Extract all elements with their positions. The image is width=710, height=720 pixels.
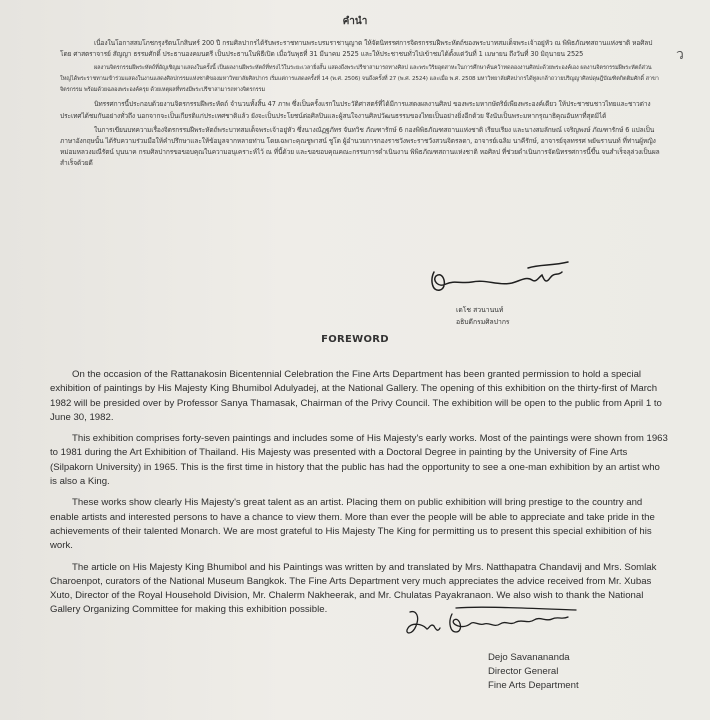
english-signer-block — [488, 651, 579, 693]
english-paragraph-1: On the occasion of the Rattanakosin Bicentennial Celebration the Fine Arts Department has been granted permission to hold a special exhibition of paintings by His Majesty King Bhumibol Adulyadej, at the National Gallery. The opening of this exhibition on the thirty-first of March 1982 will be presided over by Professor Sanya Thamasak, Chairman of the Privy Council. The exhibition will be open to the public from April 1 to June 30, 1982. — [50, 369, 662, 423]
thai-paragraph-1: เนื่องในโอกาสสมโภชกรุงรัตนโกสินทร์ 200 ปี กรมศิลปากรได้รับพระราชทานพระบรมราชานุญาต ให้จัดนิทรรศการจิตรกรรมฝีพระหัตถ์ของพระบาทสมเด็จพระเจ้าอยู่หัว ณ พิพิธภัณฑสถานแห่งชาติ หอศิลป โดย ศาสตราจารย์ สัญญา ธรรมศักดิ์ ประธานองคมนตรี เป็นประธานในพิธีเปิด เมื่อวันพุธที่ 31 มีนาคม 2525 และให้ประชาชนทั่วไปเข้าชมได้ตั้งแต่วันที่ 1 เมษายน ถึงวันที่ 30 มิถุนายน 2525 — [60, 39, 653, 59]
thai-text-block — [60, 38, 660, 173]
thai-signer-name: เดโช สวนานนท์ — [456, 306, 504, 314]
margin-handwritten-mark: ว — [676, 47, 684, 63]
foreword-title: FOREWORD — [321, 334, 389, 345]
english-paragraph-2: This exhibition comprises forty-seven paintings and includes some of His Majesty's early works. Most of the paintings were shown from 1963 to 1981 during the Art Exhibition of Thailand. His Majesty was presented with a Doctoral Degree in painting by the University of Fine Arts (Silpakorn University) in 1965. This is the first time in history that the public has had the opportunity to see a one-man exhibition by an artist who is also a King. — [50, 433, 668, 488]
thai-signature — [428, 258, 578, 302]
thai-paragraph-3: นิทรรศการนี้ประกอบด้วยงานจิตรกรรมฝีพระหัตถ์ จำนวนทั้งสิ้น 47 ภาพ ซึ่งเป็นครั้งแรกในประวัติศาสตร์ที่ได้มีการแสดงผลงานศิลป ของพระมหากษัตริย์เพียงพระองค์เดียว ให้ประชาชนชาวไทยและชาวต่างประเทศได้ชมกันอย่างทั่วถึง นอกจากจะเป็นเกียรติแก่ประเทศชาติแล้ว ยังจะเป็นประโยชน์ต่อศิลปินและผู้สนใจงานศิลปวัฒนธรรมของไทยเป็นอย่างยิ่งอีกด้วย จึงนับเป็นพระมหากรุณาธิคุณอันหาที่สุดมิได้ — [60, 100, 651, 120]
thai-paragraph-2: ผลงานจิตรกรรมฝีพระหัตถ์ที่อัญเชิญมาแสดงในครั้งนี้ เป็นผลงานฝีพระหัตถ์ที่ทรงไว้ในระยะเวลายิ่งสั้น แสดงถึงพระปรีชาสามารถทางศิลป และพระวิริยอุตสาหะในการศึกษาค้นคว้าทดลองงานศิลปะด้วยพระองค์เอง ผลงานจิตรกรรมฝีพระหัตถ์ส่วนใหญ่ได้พระราชทานเข้าร่วมแสดงในงานแสดงศิลปกรรมแห่งชาติของมหาวิทยาลัยศิลปากร เริ่มแต่การแสดงครั้งที่ 14 (พ.ศ. 2506) จนถึงครั้งที่ 27 (พ.ศ. 2524) และเมื่อ พ.ศ. 2508 มหาวิทยาลัยศิลปากรได้ทูลเกล้าถวายปริญญาศิลปดุษฎีบัณฑิตกิตติมศักดิ์ สาขาจิตรกรรม พร้อมด้วยฉลองพระองค์ครุย ด้วยเหตุผลที่ทรงมีพระปรีชาสามารถทางจิตรกรรม — [60, 65, 659, 94]
english-paragraph-4: The article on His Majesty King Bhumibol and his Paintings was written by and translated by Mrs. Natthapatra Chandavij and Mrs. Somlak Charoenpot, curators of the National Museum Bangkok. The Fine Arts Department very much appreciates the advice received from Mr. Xubas Xuto, Director of the Royal Household Division, Mr. Chalerm Nakheerak, and Mr. Chulatas Payakranaon. We also wish to thank the National Gallery Organizing Committee for making this exhibition possible. — [50, 561, 657, 616]
english-signer-name: Dejo Savanananda — [488, 652, 570, 663]
thai-paragraph-4: ในการเขียนบทความเรื่องจิตรกรรมฝีพระหัตถ์พระบาทสมเด็จพระเจ้าอยู่หัว ซึ่งนางณัฏฐภัทร จันทวิช ภัณฑารักษ์ 6 กองพิพิธภัณฑสถานแห่งชาติ เรียบเรียง และนางสมลักษณ์ เจริญพงษ์ ภัณฑารักษ์ 6 แปลเป็นภาษาอังกฤษนั้น ได้รับความร่วมมือให้คำปรึกษาและให้ข้อมูลจากหลายท่าน โดยเฉพาะคุณชูพาสน์ ชูโต ผู้อำนวยการกองราชวังพระราชวังสวนจิตรลดา, อาจารย์เฉลิม นาคีรักษ์, อาจารย์จุลทรรศ พยัฆรานนท์ ที่ท่านผู้หญิง หม่อมหลวงมณีรัตน์ บุนนาค กรมศิลปากรขอขอบคุณในความอนุเคราะห์ไว้ ณ ที่นี้ด้วย และขอขอบคุณคณะกรรมการดำเนินงาน พิพิธภัณฑสถานแห่งชาติ หอศิลป ที่ช่วยดำเนินการจัดนิทรรศการนี้ขึ้น จนสำเร็จลุล่วงเป็นผลสำเร็จด้วยดี — [60, 125, 660, 168]
thai-signer-block — [456, 304, 510, 328]
thai-signer-title: อธิบดีกรมศิลปากร — [456, 318, 510, 326]
english-signer-department: Fine Arts Department — [488, 680, 579, 691]
english-signer-title: Director General — [488, 666, 559, 677]
english-text-block — [50, 368, 668, 625]
english-signature — [400, 602, 590, 646]
thai-title: คำนำ — [342, 16, 368, 27]
english-paragraph-3: These works show clearly His Majesty's great talent as an artist. Placing them on public exhibition will bring prestige to the country and enable artists and interested persons to have a chance to view them. More than ever the people will be able to appreciate and take pride in the achievements of their talented Monarch. We are most grateful to His Majesty The King for permitting us to present this special exhibition of his work. — [50, 497, 655, 552]
